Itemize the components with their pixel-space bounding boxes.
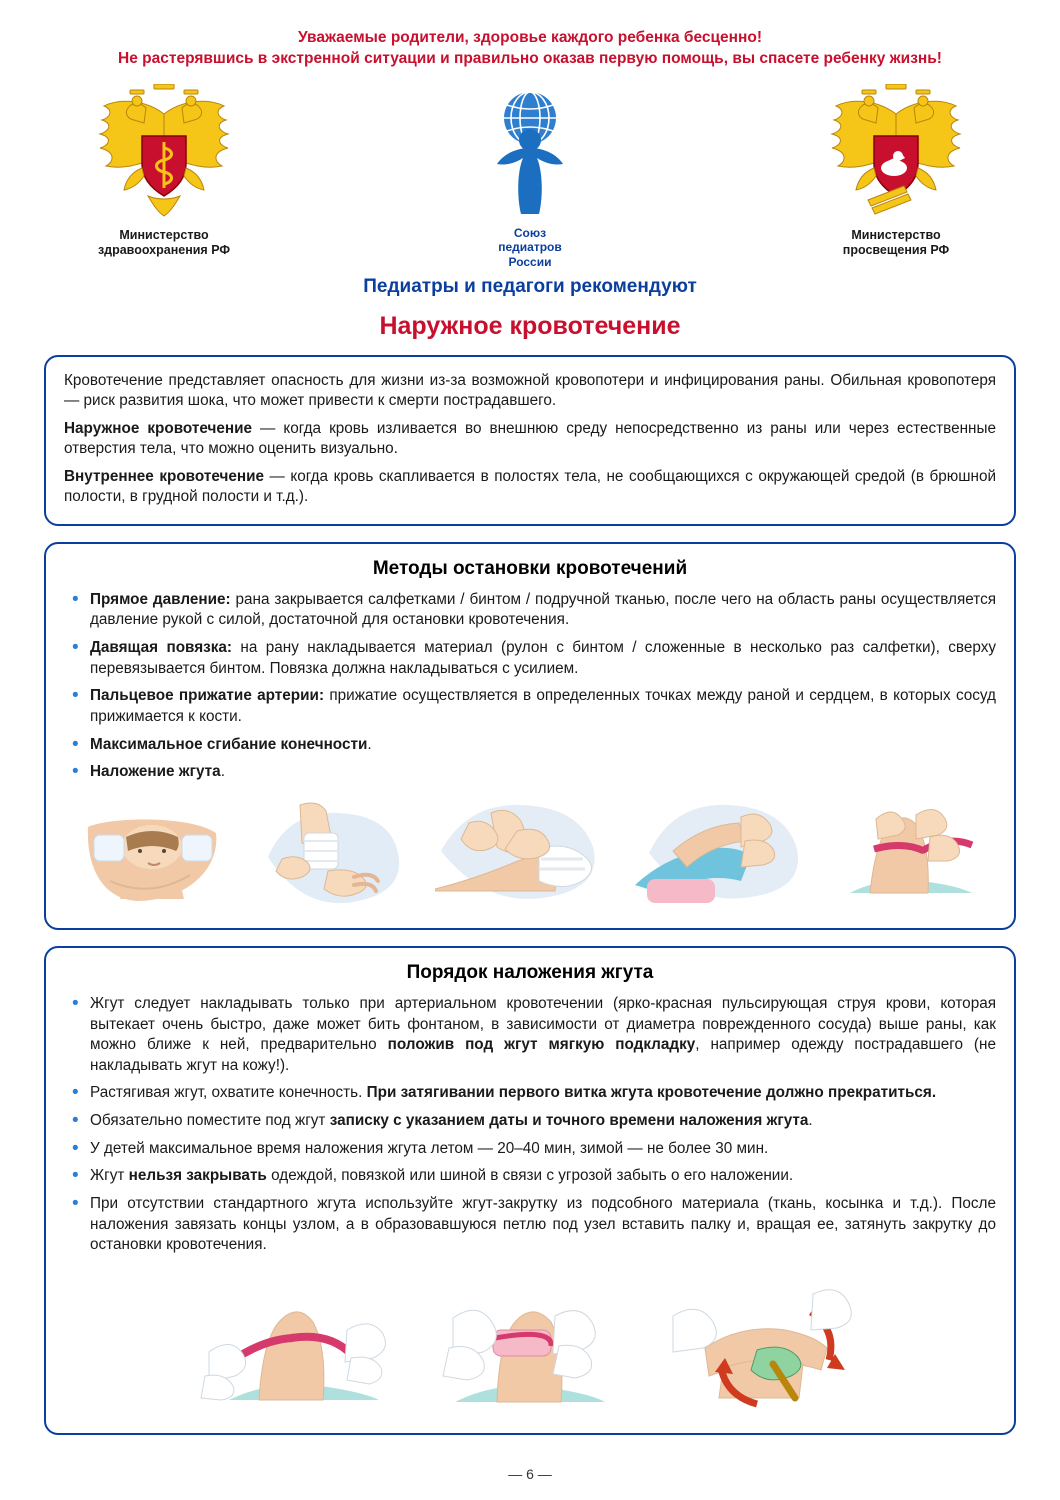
minzdrav-emblem-icon <box>44 84 284 224</box>
head-bandage-pressure-figure <box>70 807 230 912</box>
text-segment: При отсутствии стандартного жгута используйте жгут-закрутку из подсобного материала (ткань, косынка и т.д.). После наложения завязать концы узлом, а в образовавшуюся петлю под узел вставить палку и, вращая ее, затянуть закрутку до остановки кровотечения. <box>90 1195 996 1254</box>
list-item <box>64 762 996 783</box>
text-segment: , например одежду пострадавшего (не накладывать жгут на кожу!). <box>90 1036 996 1074</box>
intro-paragraph-1: Кровотечение представляет опасность для жизни из-за возможной кровопотери и инфицирования раны. Обильная кровопотеря — риск развития шока, что может привести к смерти пострадавшего. <box>64 371 996 410</box>
methods-title: Методы остановки кровотечений <box>372 557 688 579</box>
method-text: прижатие осуществляется в определенных точках между раной и сердцем, в которых сосуд прижимается к кости. <box>90 687 996 725</box>
tourniquet-wrap-figure <box>435 1282 615 1417</box>
minzdrav-logo-block <box>44 84 284 259</box>
union-logo-block <box>405 84 655 269</box>
text-segment-bold: При затягивании первого витка жгута кровотечение должно прекратиться. <box>366 1084 937 1102</box>
method-text: . <box>367 735 372 753</box>
intro-text-external: — когда кровь изливается во внешнюю среду непосредственно из раны или через естественные отверстия тела, что можно оценить визуально. <box>64 419 996 458</box>
method-lead: Прямое давление: <box>90 590 231 608</box>
tourniquet-stretch-figure <box>199 1282 389 1417</box>
appeal-header <box>44 28 1016 70</box>
text-segment: Жгут следует накладывать только при артериальном кровотечении (ярко-красная пульсирующая струя крови, которая вытекает очень быстро, даже может бить фонтаном, в зависимости от диаметра поврежденного сосуда) выше раны, как можно ближе к ней, предварительно <box>90 994 996 1054</box>
method-text: рана закрывается салфетками / бинтом / подручной тканью, после чего на область раны осуществляется давление рукой с силой, достаточной для остановки кровотечения. <box>90 590 997 629</box>
list-item <box>64 638 996 679</box>
union-of-pediatricians-logo-icon <box>405 84 655 224</box>
union-caption: Союз педиатров России <box>498 225 562 269</box>
minprosvet-logo-block <box>776 84 1016 259</box>
appeal-line-2: Не растерявшись в экстренной ситуации и правильно оказав первую помощь, вы спасете ребенку жизнь! <box>118 49 942 67</box>
text-segment-bold: положив под жгут мягкую подкладку <box>387 1036 696 1054</box>
text-segment: . <box>808 1112 813 1130</box>
text-segment-bold: записку с указанием даты и точного времени наложения жгута <box>329 1112 809 1130</box>
intro-text-internal: — когда кровь скапливается в полостях тела, не сообщающихся с окружающей средой (в брюшной полости, в грудной полости и т.д.). <box>64 467 996 506</box>
intro-paragraph-2 <box>64 419 996 460</box>
logos-row <box>44 84 1016 274</box>
intro-paragraph-3 <box>64 467 996 508</box>
page-title: Наружное кровотечение <box>379 311 681 340</box>
list-item <box>64 735 996 756</box>
text-segment: Жгут <box>90 1167 129 1185</box>
list-item <box>64 1194 996 1256</box>
thigh-pressure-dressing-figure <box>435 797 605 912</box>
minprosvet-caption: Министерство просвещения РФ <box>842 227 950 258</box>
text-segment: Обязательно поместите под жгут <box>90 1112 330 1130</box>
method-lead: Пальцевое прижатие артерии: <box>90 687 325 705</box>
minprosvet-emblem-icon <box>776 84 1016 224</box>
list-item <box>64 1111 996 1132</box>
tourniquet-illustrations <box>64 1272 996 1417</box>
list-item <box>64 686 996 727</box>
methods-box <box>44 542 1016 930</box>
limb-maximal-flexion-figure <box>633 797 803 912</box>
tourniquet-order-list <box>64 994 996 1256</box>
list-item <box>64 590 996 631</box>
text-segment-bold: нельзя закрывать <box>128 1167 267 1185</box>
minzdrav-caption: Министерство здравоохранения РФ <box>97 227 231 258</box>
tourniquet-order-title: Порядок наложения жгута <box>406 961 654 983</box>
list-item <box>64 994 996 1077</box>
appeal-line-1: Уважаемые родители, здоровье каждого ребенка бесценно! <box>297 29 762 46</box>
methods-list <box>64 590 996 783</box>
method-text: . <box>220 763 225 781</box>
intro-lead-external: Наружное кровотечение <box>64 419 253 437</box>
methods-illustrations <box>64 797 996 912</box>
page-number: — 6 — <box>508 1466 552 1482</box>
subtitle: Педиатры и педагоги рекомендуют <box>363 275 697 297</box>
list-item <box>64 1166 996 1187</box>
text-segment: одеждой, повязкой или шиной в связи с угрозой забыть о его наложении. <box>266 1167 794 1185</box>
tourniquet-order-box <box>44 946 1016 1435</box>
twist-tourniquet-figure <box>661 1272 861 1417</box>
intro-box <box>44 355 1016 526</box>
method-lead: Максимальное сгибание конечности <box>90 735 368 753</box>
method-lead: Наложение жгута <box>90 763 221 781</box>
list-item <box>64 1083 996 1104</box>
intro-lead-internal: Внутреннее кровотечение <box>64 467 265 485</box>
list-item <box>64 1139 996 1160</box>
tourniquet-application-figure <box>830 797 990 912</box>
method-text: на рану накладывается материал (рулон с бинтом / сложенные в несколько раз салфетки), сверху перевязывается бинтом. Повязка должна накладываться с усилием. <box>90 639 996 677</box>
text-segment: Растягивая жгут, охватите конечность. <box>90 1084 367 1102</box>
text-segment: У детей максимальное время наложения жгута летом — 20–40 мин, зимой — не более 30 мин. <box>90 1139 769 1157</box>
method-lead: Давящая повязка: <box>90 639 233 657</box>
hand-dressing-figure <box>258 797 408 912</box>
